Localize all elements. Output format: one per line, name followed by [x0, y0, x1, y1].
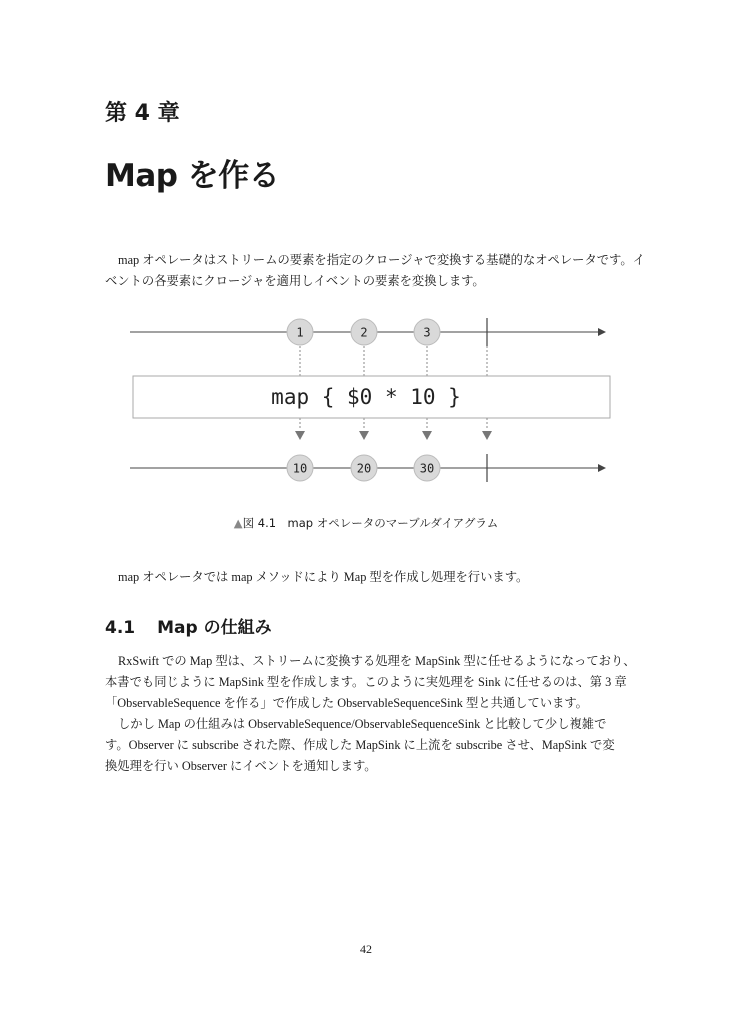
arrow-down-icon	[482, 431, 492, 440]
text-line: す。Observer に subscribe された際、作成した MapSink に上流を subscribe させ、MapSink で変	[105, 738, 615, 752]
operator-label: map { $0 * 10 }	[271, 385, 461, 409]
text-line: 換処理を行い Observer にイベントを通知します。	[105, 759, 377, 773]
text-line: 「ObservableSequence を作る」で作成した ObservableSequenceSink 型と共通しています。	[105, 696, 588, 710]
text-line: 本書でも同じように MapSink 型を作成します。このように実処理を Sink に任せるのは、第 3 章	[105, 675, 627, 689]
text-line: しかし Map の仕組みは ObservableSequence/ObservableSequenceSink と比較して少し複雑で	[118, 717, 607, 731]
chapter-label: 第 4 章	[105, 101, 180, 126]
marble-diagram	[0, 300, 732, 500]
caption-text: 図 4.1 map オペレータのマーブルダイアグラム	[242, 516, 499, 530]
output-event-label: 30	[419, 461, 435, 476]
body-paragraphs	[105, 651, 636, 777]
input-event-label: 2	[360, 325, 368, 340]
text-line: map オペレータはストリームの要素を指定のクロージャで変換する基礎的なオペレータです。イ	[118, 253, 645, 267]
page-number: 42	[360, 942, 372, 956]
intro-paragraph	[105, 250, 645, 292]
figure-caption	[0, 515, 732, 531]
section-number: 4.1	[105, 618, 136, 638]
output-event-label: 20	[356, 461, 372, 476]
arrow-down-icon	[359, 431, 369, 440]
section-heading	[105, 613, 272, 638]
output-event-label: 10	[292, 461, 308, 476]
text-line: ベントの各要素にクロージャを適用しイベントの要素を変換します。	[105, 274, 485, 288]
triangle-icon: ▲	[233, 516, 243, 530]
page-title: Map を作る	[105, 158, 280, 194]
arrow-down-icon	[422, 431, 432, 440]
input-event-label: 1	[296, 325, 304, 340]
arrow-down-icon	[295, 431, 305, 440]
input-event-label: 3	[423, 325, 431, 340]
text-line: map オペレータでは map メソッドにより Map 型を作成し処理を行います。	[118, 570, 529, 584]
text-line: RxSwift での Map 型は、ストリームに変換する処理を MapSink 型に任せるようになっており、	[118, 654, 636, 668]
section-title: Map の仕組み	[157, 618, 272, 638]
paragraph	[105, 567, 630, 588]
